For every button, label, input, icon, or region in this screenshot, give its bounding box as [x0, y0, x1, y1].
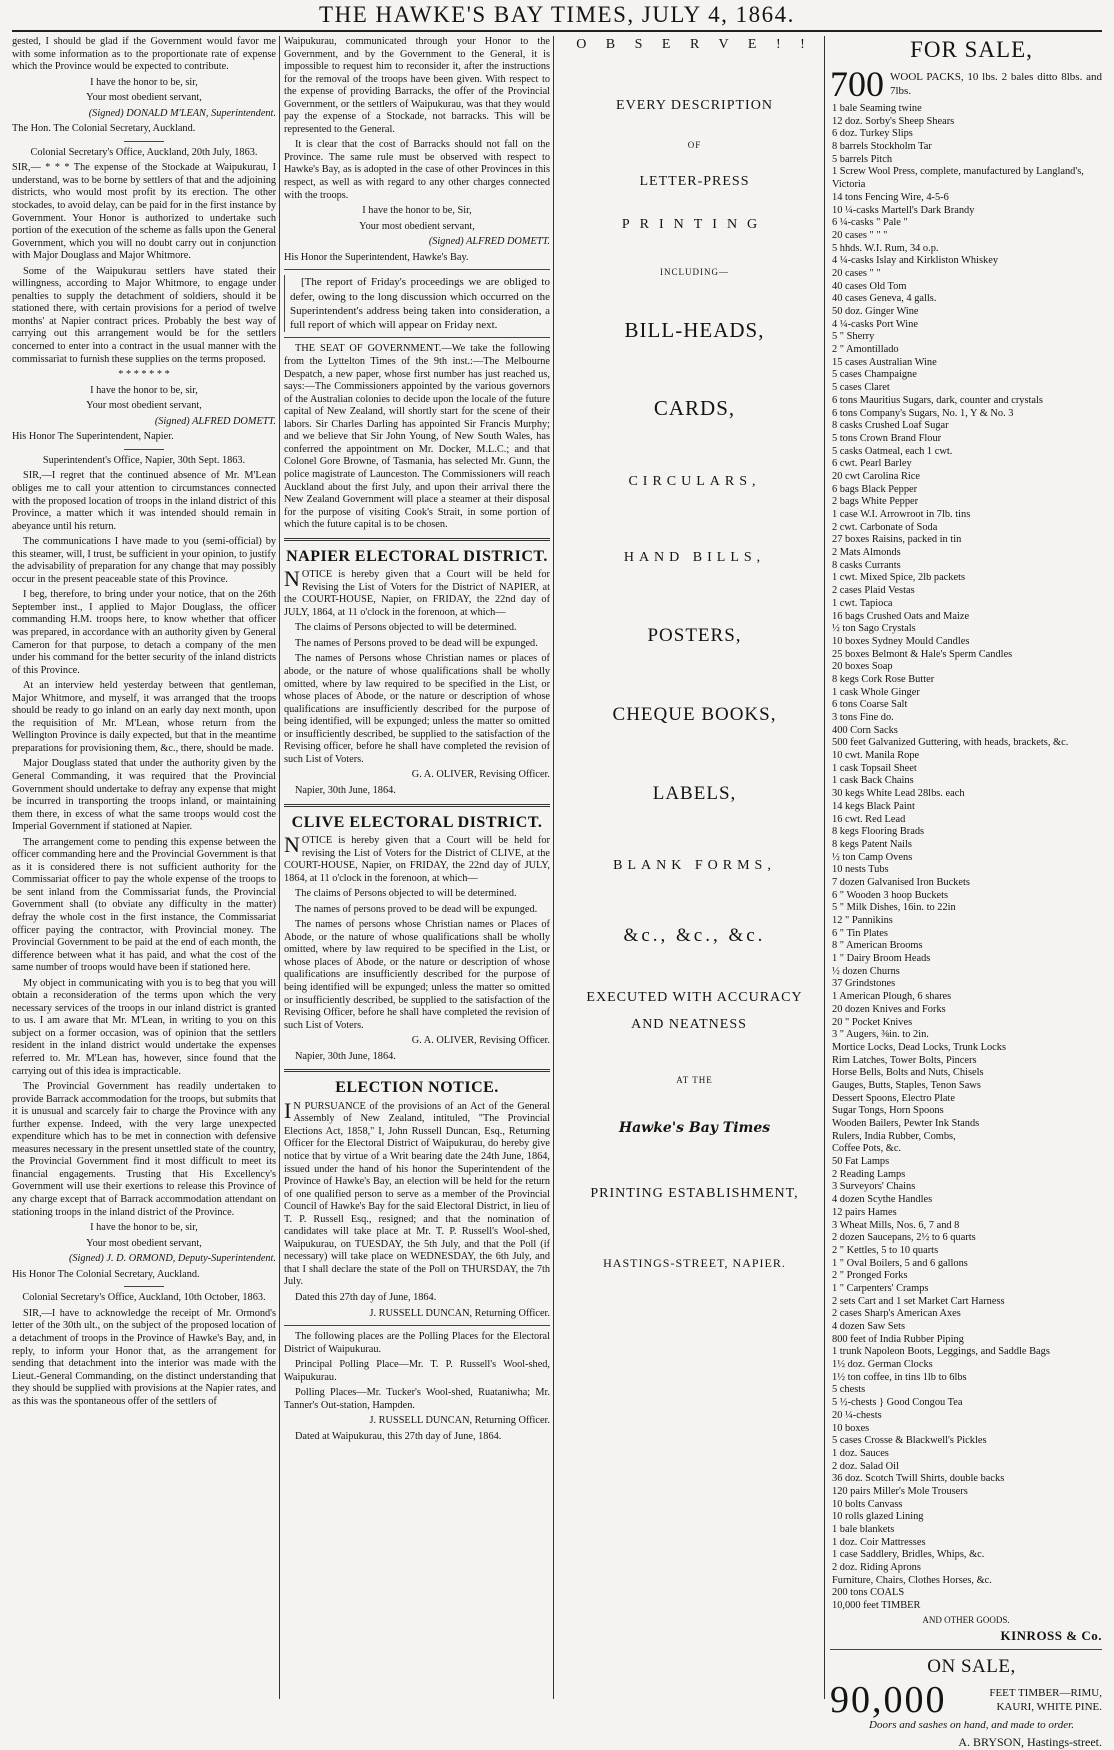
- goods-item: 5 ½-chests } Good Congou Tea: [832, 1397, 963, 1409]
- goods-item: 1 doz. Coir Mattresses: [832, 1536, 926, 1548]
- advert-establishment: PRINTING ESTABLISHMENT,: [590, 1185, 799, 1201]
- goods-item: 1 " Carpenters' Cramps: [832, 1282, 929, 1294]
- on-sale-heading: ON SALE,: [927, 1655, 1016, 1677]
- goods-item: Dessert Spoons, Electro Plate: [832, 1092, 955, 1104]
- goods-item: 8 kegs Flooring Brads: [832, 826, 925, 838]
- goods-item: 1 cask Topsail Sheet: [832, 762, 917, 774]
- goods-item: 2 cases Sharp's American Axes: [832, 1308, 961, 1320]
- goods-item: 6 tons Mauritius Sugars, dark, counter and crystals: [832, 394, 1043, 406]
- notice-text: IN PURSUANCE of the provisions of an Act of the General Assembly of New Zealand, intituled, "The Provincial Elections Act, 1858," I, John Russell Duncan, Esq., Returning Officer for the Electoral District of Waipukurau, do hereby give notice that by virtue of a Writ bearing date the 24th June, 1864, issued under the hand of his honor the Superintendent of the Province of Hawke's Bay, an election will be held for the return of one qualified person to serve as a member of the Provincial Council of Hawke's Bay for the said Electoral District, in lieu of T. P. Russell Esq., resigned; and that the nomination of candidates will take place at Mr. T. P. Russell's Wool-shed, Waipukurau, on TUESDAY, the 5th July, and that the Poll (if necessary) will take place on WEDNESDAY, the 6th July, and that I shall declare the state of the Poll on THURSDAY, the 7th July.: [284, 1097, 550, 1288]
- advert-handbills: HAND BILLS,: [623, 549, 766, 565]
- text-paragraph: SIR,— * * * The expense of the Stockade at Waipukurau, I understand, was to be borne by settlers of that and the adjoining districts, who would most profit by its erection. The other stockades, to avoid delay, can be paid for in the first instance by Government. Your Honor is authorized to undertake such portion of the execution of the scheme as falls upon the General Government, which you will no doubt carry out in conjunction with Major Douglass and Major Whitmore.: [12, 162, 276, 262]
- closing-line: I have the honor to be, sir,: [90, 384, 198, 396]
- goods-item: 37 Grindstones: [832, 978, 896, 990]
- goods-item: ½ dozen Churns: [832, 965, 900, 977]
- goods-item: 3 tons Fine do.: [832, 712, 894, 724]
- goods-item: 1 doz. Sauces: [832, 1447, 889, 1459]
- big-number: 90,000: [830, 1678, 947, 1721]
- letter-heading: Superintendent's Office, Napier, 30th Sept. 1863.: [42, 454, 246, 466]
- goods-item: 8 kegs Cork Rose Butter: [832, 673, 935, 685]
- signature: J. RUSSELL DUNCAN, Returning Officer.: [369, 1415, 550, 1427]
- editorial-note: [The report of Friday's proceedings we are obliged to defer, owing to the long discussion which occurred on the Superintendent's address being taken into consideration, a full report of which will appear on Friday next.: [284, 275, 550, 332]
- goods-item: 8 kegs Patent Nails: [832, 838, 912, 850]
- goods-item: 20 ¼-chests: [832, 1409, 882, 1421]
- notice-text: Polling Places—Mr. Tucker's Wool-shed, Ruataniwha; Mr. Tanner's Out-station, Hampden.: [284, 1387, 550, 1411]
- goods-item: 2 " Pronged Forks: [832, 1270, 908, 1282]
- goods-item: 2 dozen Saucepans, 2½ to 6 quarts: [832, 1232, 976, 1244]
- signature: (Signed) ALFRED DOMETT.: [428, 236, 550, 248]
- merchant-name: A. BRYSON, Hastings-street.: [958, 1735, 1102, 1750]
- goods-item: 2 cases Plaid Vestas: [832, 585, 915, 597]
- goods-item: 10,000 feet TIMBER: [832, 1600, 921, 1612]
- text-paragraph: It is clear that the cost of Barracks should not fall on the Province. The same rule must be observed with respect to Hawke's Bay, as is adopted in the case of other Provinces in this respect, as well as with regard to any other charges connected with the troops.: [284, 139, 550, 201]
- goods-item: 10 rolls glazed Lining: [832, 1511, 924, 1523]
- big-number-text: FEET TIMBER—RIMU, KAURI, WHITE PINE.: [989, 1686, 1102, 1713]
- masthead-title: THE HAWKE'S BAY TIMES, JULY 4, 1864.: [319, 2, 795, 27]
- advert-observe: O B S E R V E ! !: [576, 37, 813, 52]
- column-rule-1: [279, 36, 280, 1699]
- goods-item: 400 Corn Sacks: [832, 724, 898, 736]
- goods-item: 1 bale Seaming twine: [832, 103, 922, 115]
- separator: [284, 337, 550, 338]
- goods-item: 2 " Kettles, 5 to 10 quarts: [832, 1244, 939, 1256]
- goods-item: 6 " Wooden 3 hoop Buckets: [832, 889, 949, 901]
- notice-heading-napier: NAPIER ELECTORAL DISTRICT.: [286, 547, 548, 565]
- separator: [284, 1069, 550, 1072]
- advert-blank-forms: BLANK FORMS,: [613, 858, 776, 874]
- advert-etc: &c., &c., &c.: [623, 925, 766, 947]
- goods-item: 5 barrels Pitch: [832, 153, 893, 165]
- goods-item: 4 ¼-casks Islay and Kirkliston Whiskey: [832, 255, 999, 267]
- notice-text: NOTICE is hereby given that a Court will be held for revising the List of Voters for the District of CLIVE, at the COURT-HOUSE, Napier, on FRIDAY, the 22nd day of JULY, 1864, at 11 o'clock in the forenoon, at which—: [284, 832, 550, 884]
- text-paragraph: Some of the Waipukurau settlers have stated their willingness, according to Major Whitmore, to engage under penalties to supply the detachment of soldiers, should it be stationed there, with certain provisions for a period of twelve months' at Napier contract prices. Probably the best way of carrying out this arrangement would be for the settlers concerned to enter into a contract in the usual manner with the commissariat to furnish these supplies on the terms proposed.: [12, 265, 276, 365]
- goods-item: Horse Bells, Bolts and Nuts, Chisels: [832, 1067, 984, 1079]
- notice-text: The following places are the Polling Places for the Electoral District of Waipukurau.: [284, 1331, 550, 1355]
- notice-text: The claims of Persons objected to will be determined.: [295, 622, 517, 634]
- for-sale-heading: FOR SALE,: [910, 37, 1033, 62]
- big-number-text: WOOL PACKS, 10 lbs. 2 bales ditto 8lbs. and 7lbs.: [890, 71, 1102, 97]
- goods-item: ½ ton Sago Crystals: [832, 623, 916, 635]
- separator: [124, 449, 164, 450]
- signature: (Signed) J. D. ORMOND, Deputy-Superintendent.: [68, 1253, 276, 1265]
- goods-item: 5 " Milk Dishes, 16in. to 22in: [832, 902, 956, 914]
- goods-item: 2 " Amontillado: [832, 344, 899, 356]
- addressee: His Honor The Superintendent, Napier.: [12, 431, 174, 443]
- big-number: 700: [830, 64, 884, 105]
- column-4-for-sale: [830, 36, 1102, 1750]
- goods-item: 8 " American Brooms: [832, 940, 923, 952]
- signature: G. A. OLIVER, Revising Officer.: [411, 769, 550, 781]
- goods-item: 800 feet of India Rubber Piping: [832, 1333, 964, 1345]
- separator: [124, 141, 164, 142]
- signature: (Signed) ALFRED DOMETT.: [154, 415, 276, 427]
- goods-item: 20 boxes Soap: [832, 661, 893, 673]
- goods-item: 5 hhds. W.I. Rum, 34 o.p.: [832, 242, 939, 254]
- goods-item: 1½ doz. German Clocks: [832, 1359, 933, 1371]
- goods-list: [830, 103, 1102, 1613]
- notice-text: NOTICE is hereby given that a Court will be held for Revising the List of Voters for the District of NAPIER, at the COURT-HOUSE, Napier, on FRIDAY, the 22nd day of JULY, 1864, at 11 o'clock in the forenoon, at which—: [284, 566, 550, 618]
- goods-item: 6 doz. Turkey Slips: [832, 128, 913, 140]
- goods-item: 14 kegs Black Paint: [832, 800, 915, 812]
- signature: J. RUSSELL DUNCAN, Returning Officer.: [369, 1307, 550, 1319]
- closing-line: I have the honor to be, sir,: [90, 1222, 198, 1234]
- goods-item: 10 bolts Canvass: [832, 1498, 903, 1510]
- column-2: [284, 36, 550, 1699]
- notice-text: The names of Persons proved to be dead will be expunged.: [295, 637, 538, 649]
- text-paragraph: My object in communicating with you is to beg that you will obtain a reconsideration of the terms upon which the very necessary services of the troops in our inland district is granted to us. I am aware that Mr. M'Lean, in writing to you on this subject on a former occasion, was of opinion that the settlers resident in the inland district would undertake the expenses referred to. Mr. M'Lean has, however, since found that the carrying out of this idea is impracticable.: [12, 977, 276, 1077]
- advert-line: OF: [687, 140, 702, 151]
- closing-line: Your most obedient servant,: [359, 220, 475, 232]
- advert-printing: PRINTING: [621, 217, 768, 233]
- goods-item: 40 cases Old Tom: [832, 280, 907, 292]
- goods-item: 6 cwt. Pearl Barley: [832, 458, 912, 470]
- goods-item: 10 ¼-casks Martell's Dark Brandy: [832, 204, 975, 216]
- notice-text: The names of persons proved to be dead will be expunged.: [295, 903, 538, 915]
- goods-item: 120 pairs Miller's Mole Trousers: [832, 1485, 968, 1497]
- goods-item: Rulers, India Rubber, Combs,: [832, 1130, 956, 1142]
- text-paragraph: The Provincial Government has readily undertaken to provide Barrack accommodation for the troops, but submits that it is unusual and scarcely fair to charge the Province with any further expense. Indeed, with the very large unexpected expenditure which has to be met in connection with defensive measures necessary in the present unsettled state of the country, the Provincial Government find it most difficult to meet its financial engagements. Trusting that His Excellency's Government will use their exertions to release this Province of any charge except that of Barrack accommodation attendant on stationing troops in the inland district of the Province.: [12, 1081, 276, 1218]
- goods-item: 30 kegs White Lead 28lbs. each: [832, 788, 965, 800]
- column-3-printing-advert: [558, 36, 820, 1699]
- notice-date: Dated this 27th day of June, 1864.: [295, 1292, 437, 1304]
- goods-item: 5 cases Champaigne: [832, 369, 917, 381]
- news-item-seat-of-government: THE SEAT OF GOVERNMENT.—We take the following from the Lyttelton Times of the 9th inst.:—The Melbourne Despatch, a new paper, whose first number has just reached us, says:—The Commissioners appointed by the various governors of the Australian colonies to decide upon the locale of the future capital of New Zealand, will shortly start for the scene of their labors. Sir Charles Darling has appointed Sir Francis Murphy; and we believe that Sir John Young, of New South Wales, has conferred the appointment on Mr. Docker, M.L.C.; and that Colonel Gore Browne, of Tasmania, has selected Mr. Gunn, the police magistrate of Launceston. The Commissioners will reach Auckland about the first July, and upon their arrival there the New Zealand Government will place a steamer at their disposal for the purpose of visiting Cook's Strait, in some portion of which the future capital is to be chosen.: [284, 343, 550, 531]
- goods-item: 2 sets Cart and 1 set Market Cart Harness: [832, 1295, 1005, 1307]
- goods-item: 20 cwt Carolina Rice: [832, 470, 921, 482]
- column-1: [12, 36, 276, 1699]
- goods-item: 36 doz. Scotch Twill Shirts, double backs: [832, 1473, 1005, 1485]
- separator: [284, 269, 550, 270]
- closing-line: I have the honor to be, sir,: [90, 76, 198, 88]
- goods-item: 3 Wheat Mills, Nos. 6, 7 and 8: [832, 1219, 960, 1231]
- advert-line: EXECUTED WITH ACCURACY AND NEATNESS: [586, 990, 803, 1032]
- closing-line: I have the honor to be, Sir,: [362, 205, 472, 217]
- goods-item: Mortice Locks, Dead Locks, Trunk Locks: [832, 1041, 1007, 1053]
- goods-item: 1 " Dairy Broom Heads: [832, 953, 931, 965]
- advert-paper-name: Hawke's Bay Times: [618, 1119, 771, 1136]
- goods-item: 10 nests Tubs: [832, 864, 889, 876]
- goods-item: 6 tons Company's Sugars, No. 1, Y & No. 3: [832, 407, 1014, 419]
- text-paragraph: Waipukurau, communicated through your Honor to the Government, and by the Government to the General, it is impossible to request him to reconsider it, after the instructions for the removal of the troops have been given. With respect to the expense of providing Barracks, the offer of the Provincial Government, or the settlers of Waipukurau, was that they would pay the expense of a Stockade, not barracks. This will be represented to the General.: [284, 36, 550, 135]
- advert-billheads: BILL-HEADS,: [624, 318, 765, 343]
- goods-item: 10 cwt. Manila Rope: [832, 750, 920, 762]
- goods-item: 20 cases " ": [832, 267, 881, 279]
- goods-item: 1½ ton coffee, in tins 1lb to 6lbs: [832, 1371, 967, 1383]
- goods-item: 1 case Saddlery, Bridles, Whips, &c.: [832, 1549, 985, 1561]
- goods-item: 1 " Oval Boilers, 5 and 6 gallons: [832, 1257, 968, 1269]
- goods-item: 6 ¼-casks " Pale ": [832, 217, 908, 229]
- goods-item: 14 tons Fencing Wire, 4-5-6: [832, 191, 949, 203]
- goods-item: 27 boxes Raisins, packed in tin: [832, 534, 962, 546]
- timber-line: [830, 1678, 1102, 1721]
- notice-heading-clive: CLIVE ELECTORAL DISTRICT.: [291, 813, 543, 831]
- closing-line: Your most obedient servant,: [86, 92, 202, 104]
- goods-item: 5 " Sherry: [832, 331, 875, 343]
- advert-line: AT THE: [676, 1074, 713, 1085]
- advert-cards: CARDS,: [653, 395, 736, 420]
- advert-letterpress: LETTER-PRESS: [639, 174, 750, 190]
- addressee: His Honor the Superintendent, Hawke's Bay.: [284, 251, 469, 263]
- signature: (Signed) DONALD M'LEAN, Superintendent.: [88, 107, 276, 119]
- goods-item: 25 boxes Belmont & Hale's Sperm Candles: [832, 648, 1013, 660]
- goods-item: 20 " Pocket Knives: [832, 1016, 913, 1028]
- asterisks: * * * * * * *: [118, 369, 170, 381]
- goods-item: 50 doz. Ginger Wine: [832, 306, 919, 318]
- goods-item: 7 dozen Galvanised Iron Buckets: [832, 876, 970, 888]
- doors-note: Doors and sashes on hand, and made to order.: [869, 1718, 1074, 1731]
- letter-heading: Colonial Secretary's Office, Auckland, 10th October, 1863.: [22, 1292, 266, 1304]
- other-goods: AND OTHER GOODS.: [922, 1614, 1010, 1625]
- goods-item: 2 doz. Riding Aprons: [832, 1562, 921, 1574]
- goods-item: 16 bags Crushed Oats and Maize: [832, 610, 970, 622]
- goods-item: 2 Reading Lamps: [832, 1168, 906, 1180]
- goods-item: 500 feet Galvanized Guttering, with heads, brackets, &c.: [832, 737, 1069, 749]
- goods-item: 4 ¼-casks Port Wine: [832, 318, 918, 330]
- separator: [830, 1649, 1102, 1650]
- goods-item: 8 casks Crushed Loaf Sugar: [832, 420, 949, 432]
- notice-date: Napier, 30th June, 1864.: [295, 1050, 396, 1062]
- notice-heading-election: ELECTION NOTICE.: [335, 1079, 499, 1097]
- advert-line: EVERY DESCRIPTION: [616, 98, 773, 114]
- goods-item: 6 bags Black Pepper: [832, 483, 918, 495]
- goods-item: 5 casks Oatmeal, each 1 cwt.: [832, 445, 953, 457]
- goods-item: 6 tons Coarse Salt: [832, 699, 908, 711]
- goods-item: 20 cases " " ": [832, 229, 888, 241]
- letter-heading: Colonial Secretary's Office, Auckland, 20th July, 1863.: [30, 146, 258, 158]
- goods-item: 5 cases Claret: [832, 382, 890, 394]
- column-rule-2: [553, 36, 554, 1699]
- masthead-rule: [12, 30, 1102, 32]
- goods-item: 40 cases Geneva, 4 galls.: [832, 293, 937, 305]
- text-paragraph: I beg, therefore, to bring under your notice, that on the 26th September inst., I applied to Major Douglass, the officer commanding H.M. troops here, to know whether that officer was prepared, in accordance with an authority given by General Cameron for that purpose, to detach a company of the men under his command for the better security of the inland districts of this Province.: [12, 589, 276, 676]
- text-paragraph: The arrangement come to pending this expense between the officer commanding here and the Provincial Government is that as it is considered there is not sufficient authority for the Commissariat officer to pay the whole expense of the troops to be sent inland from the Commissariat funds, the Provincial Government shall (to obviate any difficulty in the matter) defray the whole cost in the first instance, the Commissariat officer paying the contractor, with Provincial money. The Provincial Government to be paid at the end of each month, the difference between what it has paid, and what the cost of the same number of troops would have been if stationed here.: [12, 836, 276, 974]
- text-paragraph: Major Douglass stated that under the authority given by the General Commanding, it was required that the Provincial Government should undertake to defray any expense that might be incurred in transporting the troops inland, or maintaining them there, in excess of what the same troops would cost the Imperial Government if stationed at Napier.: [12, 758, 276, 833]
- goods-item: ½ ton Camp Ovens: [832, 851, 913, 863]
- goods-item: 200 tons COALS: [832, 1587, 905, 1599]
- goods-item: 1 American Plough, 6 shares: [832, 991, 952, 1003]
- goods-item: 8 barrels Stockholm Tar: [832, 141, 932, 153]
- advert-cheque-books: CHEQUE BOOKS,: [612, 703, 777, 725]
- text-paragraph: gested, I should be glad if the Government would favor me with some information as to the proportionate rate of expense which the Province would be expected to contribute.: [12, 36, 276, 73]
- addressee: The Hon. The Colonial Secretary, Auckland.: [12, 123, 196, 135]
- goods-item: 5 cases Crosse & Blackwell's Pickles: [832, 1435, 987, 1447]
- goods-item: 1 bale blankets: [832, 1524, 895, 1536]
- closing-line: Your most obedient servant,: [86, 1237, 202, 1249]
- goods-item: Rim Latches, Tower Bolts, Pincers: [832, 1054, 977, 1066]
- goods-item: 12 " Pannikins: [832, 915, 893, 927]
- goods-item: 2 Mats Almonds: [832, 547, 901, 559]
- closing-line: Your most obedient servant,: [86, 400, 202, 412]
- goods-item: 15 cases Australian Wine: [832, 356, 937, 368]
- signature: G. A. OLIVER, Revising Officer.: [411, 1035, 550, 1047]
- goods-item: 1 cask Whole Ginger: [832, 686, 920, 698]
- addressee: His Honor The Colonial Secretary, Auckland.: [12, 1268, 200, 1280]
- separator: [284, 538, 550, 541]
- goods-item: Furniture, Chairs, Clothes Horses, &c.: [832, 1574, 992, 1586]
- goods-item: Wooden Bailers, Pewter Ink Stands: [832, 1118, 980, 1130]
- goods-item: 5 chests: [832, 1384, 866, 1396]
- goods-item: 3 " Augers, ⅜in. to 2in.: [832, 1029, 929, 1041]
- goods-item: 2 doz. Salad Oil: [832, 1460, 899, 1472]
- wool-packs-line: [830, 64, 1102, 105]
- goods-item: Coffee Pots, &c.: [832, 1143, 902, 1155]
- goods-item: 1 cask Back Chains: [832, 775, 914, 787]
- advert-posters: POSTERS,: [647, 624, 742, 646]
- goods-item: 1 Screw Wool Press, complete, manufactured by Langland's, Victoria: [832, 166, 1084, 191]
- goods-item: 2 cwt. Carbonate of Soda: [832, 521, 938, 533]
- goods-item: 1 cwt. Mixed Spice, 2lb packets: [832, 572, 966, 584]
- goods-item: 4 dozen Scythe Handles: [832, 1194, 933, 1206]
- goods-item: 12 doz. Sorby's Sheep Shears: [832, 115, 955, 127]
- text-paragraph: SIR,—I have to acknowledge the receipt of Mr. Ormond's letter of the 30th ult., on the subject of the proposed location of a detachment of troops in the Province of Hawke's Bay, and, in reply, to inform your Honor that, as the arrangement for sending that detachment into the interior was made with the Lieut.-General Commanding, on the distinct understanding that they should be supplied with provisions at the Napier rates, and as this was the spontaneous offer of the settlers of: [12, 1307, 276, 1407]
- goods-item: 20 dozen Knives and Forks: [832, 1003, 946, 1015]
- goods-item: 1 case W.I. Arrowroot in 7lb. tins: [832, 509, 971, 521]
- advert-circulars: CIRCULARS,: [628, 474, 761, 490]
- goods-item: 3 Surveyors' Chains: [832, 1181, 916, 1193]
- advert-line: INCLUDING—: [660, 267, 729, 278]
- goods-item: 2 bags White Pepper: [832, 496, 919, 508]
- goods-item: 10 boxes Sydney Mould Candles: [832, 635, 970, 647]
- notice-date: Napier, 30th June, 1864.: [295, 784, 396, 796]
- goods-item: 4 dozen Saw Sets: [832, 1321, 906, 1333]
- separator: [124, 1286, 164, 1287]
- text-paragraph: SIR,—I regret that the continued absence of Mr. M'Lean obliges me to call your attention to circumstances connected with the proposed location of troops in the inland district of this Province, a matter which it was intended should remain in abeyance until his return.: [12, 470, 276, 532]
- goods-item: 10 boxes: [832, 1422, 870, 1434]
- text-paragraph: At an interview held yesterday between that gentleman, Major Whitmore, and myself, it was arranged that the troops should be ready to go inland on an early day next month, upon the requisition of Mr. M'Lean, whose return from the Wellington Province is daily expected, but that in the meantime preparations for provisioning them, &c., there, should be made.: [12, 680, 276, 754]
- column-rule-3: [824, 36, 825, 1699]
- goods-item: 8 casks Currants: [832, 559, 901, 571]
- goods-item: 1 cwt. Tapioca: [832, 597, 893, 609]
- separator: [284, 1325, 550, 1326]
- goods-item: 12 pairs Hames: [832, 1206, 897, 1218]
- goods-item: 6 " Tin Plates: [832, 927, 888, 939]
- advert-address: HASTINGS-STREET, NAPIER.: [603, 1255, 786, 1270]
- goods-item: 50 Fat Lamps: [832, 1156, 890, 1168]
- goods-item: Gauges, Butts, Staples, Tenon Saws: [832, 1079, 981, 1091]
- notice-text: The claims of Persons objected to will be determined.: [295, 888, 517, 900]
- notice-text: Principal Polling Place—Mr. T. P. Russell's Wool-shed, Waipukurau.: [284, 1359, 550, 1383]
- goods-item: 5 tons Crown Brand Flour: [832, 432, 942, 444]
- notice-text: The names of persons whose Christian names or Places of Abode, or the nature of whose qualifications shall be wholly omitted, where by law required to be specified in the List, or whose places of Abode, or the nature or description of whose qualifications are insufficiently described for the purpose of being identified will be expunged; unless the matter so omitted or insufficiently described, be supplied to the satisfaction of the Revising Officer, before he shall have completed the revision of such List of Voters.: [284, 919, 550, 1031]
- text-paragraph: The communications I have made to you (semi-official) by this steamer, will, I trust, be sufficient in your opinion, to justify the advisability of preparation for any change that may possibly occur in the present peaceable state of this Province.: [12, 536, 276, 585]
- merchant-name: KINROSS & Co.: [1000, 1627, 1102, 1643]
- advert-labels: LABELS,: [652, 782, 737, 804]
- goods-item: 16 cwt. Red Lead: [832, 813, 906, 825]
- goods-item: 1 trunk Napoleon Boots, Leggings, and Saddle Bags: [832, 1346, 1050, 1358]
- masthead: [0, 0, 1114, 34]
- separator: [284, 804, 550, 807]
- goods-item: Sugar Tongs, Horn Spoons: [832, 1105, 944, 1117]
- notice-date: Dated at Waipukurau, this 27th day of June, 1864.: [295, 1430, 502, 1442]
- notice-text: The names of Persons whose Christian names or places of abode, or the nature of whose qualifications shall be wholly omitted, where by law required to be specified in the List, or whose places of Abode, or the nature or description of whose qualifications are insufficiently described for the purpose of being identified, will be expunged; unless the matter so omitted or insufficiently described, be supplied to the satisfaction of the Revising officer, before he shall have completed the revision of such List of Voters.: [284, 653, 550, 765]
